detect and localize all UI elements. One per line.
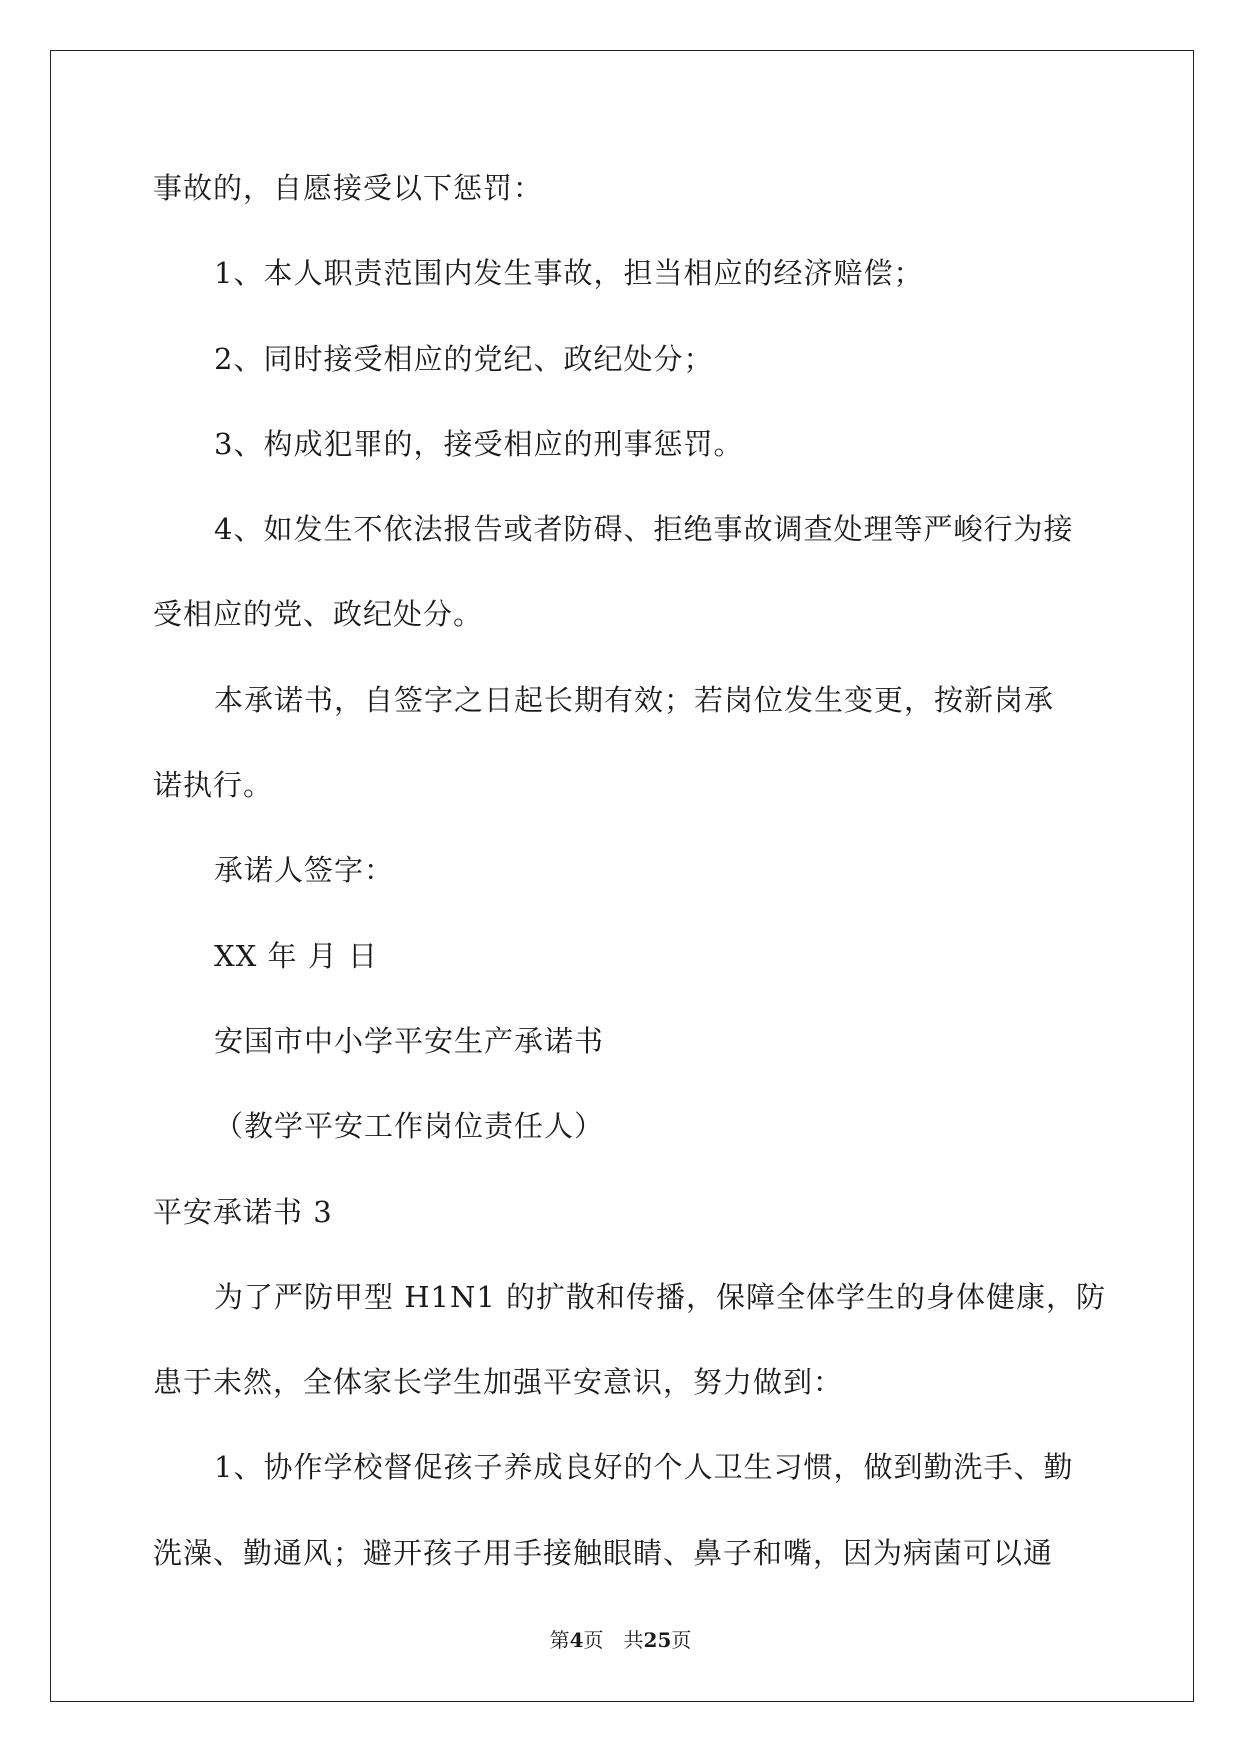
footer-page-suffix: 页 — [583, 1628, 604, 1652]
footer-total-prefix: 共 — [623, 1628, 644, 1652]
footer-total-pages: 25 — [643, 1628, 672, 1652]
text-line: 本承诺书，自签字之日起长期有效；若岗位发生变更，按新岗承 — [214, 682, 1055, 717]
text-line: 患于未然，全体家长学生加强平安意识，努力做到： — [153, 1365, 844, 1400]
section-heading: 平安承诺书 3 — [153, 1194, 333, 1229]
footer-page-number: 4 — [569, 1628, 584, 1652]
text-line: 2、同时接受相应的党纪、政纪处分； — [214, 341, 714, 376]
document-body — [153, 168, 1107, 1618]
text-line: 事故的，自愿接受以下惩罚： — [153, 171, 544, 205]
footer-page-prefix: 第 — [549, 1628, 570, 1652]
text-line: 为了严防甲型 H1N1 的扩散和传播，保障全体学生的身体健康，防 — [214, 1279, 1107, 1314]
text-line: 1、本人职责范围内发生事故，担当相应的经济赔偿； — [214, 256, 924, 291]
date-line: XX 年 月 日 — [214, 938, 378, 973]
document-subtitle-note: （教学平安工作岗位责任人） — [214, 1109, 605, 1144]
page-footer — [0, 1628, 1241, 1652]
footer-total-suffix: 页 — [671, 1628, 692, 1652]
text-line: 4、如发生不依法报告或者防碍、拒绝事故调查处理等严峻行为接 — [214, 512, 1074, 547]
document-subtitle: 安国市中小学平安生产承诺书 — [214, 1023, 605, 1058]
signature-label: 承诺人签字： — [214, 853, 395, 888]
text-line: 受相应的党、政纪处分。 — [153, 597, 484, 632]
text-line: 3、构成犯罪的，接受相应的刑事惩罚。 — [214, 426, 744, 461]
text-line: 1、协作学校督促孩子养成良好的个人卫生习惯，做到勤洗手、勤 — [214, 1450, 1074, 1485]
text-line: 诺执行。 — [153, 768, 274, 803]
text-line: 洗澡、勤通风；避开孩子用手接触眼睛、鼻子和嘴，因为病菌可以通 — [153, 1535, 1054, 1570]
